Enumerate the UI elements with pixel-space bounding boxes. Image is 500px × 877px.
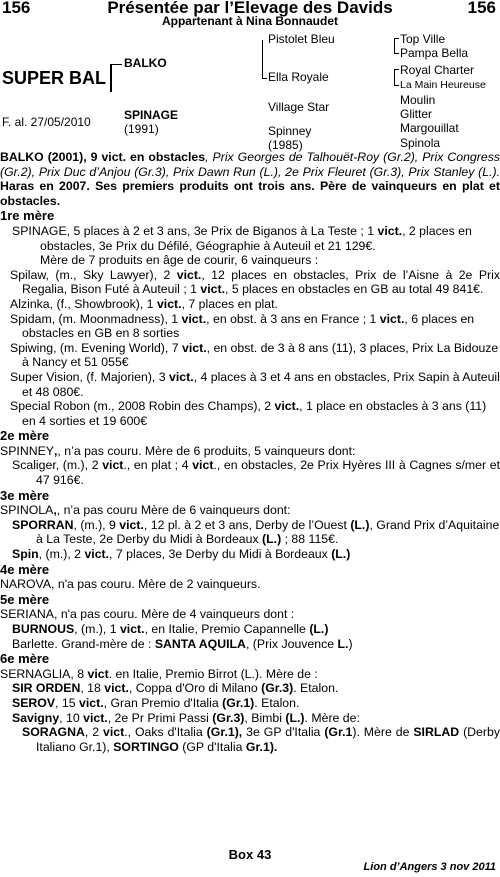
section-3e-mere: 3e mère bbox=[0, 487, 50, 503]
pedigree-line bbox=[262, 78, 267, 79]
pedigree-line bbox=[262, 40, 263, 78]
section-2e-mere: 2e mère bbox=[0, 428, 50, 444]
pedigree-line bbox=[394, 69, 395, 85]
catalogue-body bbox=[0, 150, 500, 754]
produce-burnous: BURNOUS, (m.), 1 vict., en Italie, Premio Capannelle (L.) bbox=[12, 622, 329, 636]
produce-sir-orden: SIR ORDEN, 18 vict., Coppa d'Oro di Milano (Gr.3). Etalon. bbox=[12, 681, 339, 696]
horse-name: SUPER BAL bbox=[2, 68, 107, 88]
pedigree-line bbox=[394, 69, 399, 70]
dam-spinage: SPINAGE, 5 places à 2 et 3 ans, 3e Prix de Biganos à La Teste ; 1 vict., 2 places en obstacles, 3e Prix du Défilé, Géographie à Auteuil et 21 129€. bbox=[12, 223, 472, 253]
sire-sire: Pistolet Bleu bbox=[268, 32, 335, 46]
dam-narova: NAROVA, n'a pas couru. Mère de 2 vainqueurs. bbox=[0, 577, 261, 592]
pedigree-line bbox=[394, 38, 395, 53]
sire-name: BALKO bbox=[124, 56, 167, 70]
pedigree-line bbox=[110, 64, 112, 92]
ggp-2: Pampa Bella bbox=[400, 46, 469, 60]
lot-number-left: 156 bbox=[2, 0, 31, 17]
dam-dam-year: (1985) bbox=[268, 138, 303, 152]
pedigree-line bbox=[394, 53, 399, 54]
ggp-1: Top Ville bbox=[400, 32, 446, 46]
sire-title: BALKO (2001), 9 vict. en obstacles bbox=[0, 150, 206, 164]
produce-savigny: Savigny, 10 vict., 2e Pr Primi Passi (Gr.3), Bimbi (L.). Mère de: bbox=[12, 710, 360, 725]
ggp-8: Spinola bbox=[400, 136, 441, 150]
produce-sporran: SPORRAN, (m.), 9 vict., 12 pl. à 2 et 3 ans, Derby de l’Ouest (L.), Grand Prix d’Aquitaine à La Teste, 2e Derby du Midi à Bordeaux (L.) ; 88 115€. bbox=[12, 517, 500, 547]
produce-serov: SEROV, 15 vict., Gran Premio d'Italia (Gr.1). Etalon. bbox=[12, 695, 300, 710]
foaling-date: F. al. 27/05/2010 bbox=[2, 115, 91, 129]
produce-spidam: Spidam, (m. Moonmadness), 1 vict., en obst. à 3 ans en France ; 1 vict., 6 places en obstacles en GB en 8 sorties bbox=[10, 311, 475, 341]
sire-races: , Prix Georges de Talhouët-Roy (Gr.2), Prix Congress (Gr.2), Prix Duc d’Anjou (Gr.3), Prix Dawn Run (L.), 2e Prix Fleuret (Gr.3), Prix Stanley (L.). bbox=[0, 150, 500, 179]
section-4e-mere: 4e mère bbox=[0, 561, 50, 577]
ggp-3: Royal Charter bbox=[400, 63, 475, 77]
dam-spinage-produce: Mère de 7 produits en âge de courir, 6 vainqueurs : bbox=[40, 253, 319, 268]
produce-alzinka: Alzinka, (f., Showbrook), 1 vict., 7 places en plat. bbox=[10, 296, 278, 311]
dam-seriana: SERIANA, n'a pas couru. Mère de 4 vainqueurs dont : bbox=[0, 607, 295, 622]
ggp-6: Glitter bbox=[400, 107, 433, 121]
pedigree-line bbox=[110, 64, 122, 65]
sire-dam: Ella Royale bbox=[268, 70, 329, 84]
section-6e-mere: 6e mère bbox=[0, 651, 50, 667]
section-1re-mere: 1re mère bbox=[0, 208, 55, 224]
owner-line: Appartenant à Nina Bonnaudet bbox=[161, 14, 338, 28]
pedigree-line bbox=[394, 85, 399, 86]
lot-number-right: 156 bbox=[467, 0, 496, 17]
dam-spinney: SPINNEY,, n’a pas couru. Mère de 6 produits, 5 vainqueurs dont: bbox=[0, 443, 356, 458]
produce-scaliger: Scaliger, (m.), 2 vict., en plat ; 4 vict., en obstacles, 2e Prix Hyères III à Cagnes s/mer et 47 916€. bbox=[12, 458, 500, 488]
produce-soragna: SORAGNA, 2 vict., Oaks d'Italia (Gr.1), 3e GP d'Italia (Gr.1). Mère de SIRLAD (Derby Italiano Gr.1), SORTINGO (GP d'Italia Gr.1). bbox=[22, 725, 500, 754]
produce-special-robon: Special Robon (m., 2008 Robin des Champs), 2 vict., 1 place en obstacles à 3 ans (11) en 4 sorties et 19 600€ bbox=[10, 399, 487, 428]
box-number: Box 43 bbox=[228, 847, 272, 862]
dam-dam: Spinney bbox=[268, 124, 312, 138]
sale-date: Lion d’Angers 3 nov 2011 bbox=[363, 861, 496, 873]
dam-sire: Village Star bbox=[268, 100, 330, 114]
page-title: Présentée par l’Elevage des Davids bbox=[107, 0, 393, 17]
dam-spinola: SPINOLA,, n’a pas couru Mère de 6 vainqueurs dont: bbox=[0, 503, 291, 518]
ggp-5: Moulin bbox=[400, 93, 436, 107]
produce-spilaw: Spilaw, (m., Sky Lawyer), 2 vict., 12 places en obstacles, Prix de l’Aisne à 2e Prix Regalia, Bison Futé à Auteuil ; 1 vict., 5 places en obstacles en GB au total 49 841€. bbox=[10, 267, 500, 297]
dam-sernaglia: SERNAGLIA, 8 vict. en Italie, Premio Birrot (L.). Mère de : bbox=[0, 666, 318, 681]
produce-super-vision: Super Vision, (f. Majorien), 3 vict., 4 places à 3 et 4 ans en obstacles, Prix Sapin à Auteuil et 48 080€. bbox=[10, 369, 500, 399]
section-5e-mere: 5e mère bbox=[0, 591, 50, 607]
dam-name: SPINAGE bbox=[124, 108, 179, 122]
sire-haras: Haras en 2007. Ses premiers produits ont trois ans. Père de vainqueurs en plat et obstacles. bbox=[0, 179, 500, 208]
produce-spiwing: Spiwing, (m. Evening World), 7 vict., en obst. de 3 à 8 ans (11), 3 places, Prix La Bidouze à Nancy et 51 055€ bbox=[10, 340, 499, 370]
pedigree-line bbox=[394, 38, 399, 39]
dam-year: (1991) bbox=[124, 122, 159, 136]
ggp-4: La Main Heureuse bbox=[400, 79, 486, 91]
ggp-7: Margouillat bbox=[400, 121, 459, 135]
sire-description bbox=[0, 150, 500, 208]
produce-spin: Spin, (m.), 2 vict., 7 places, 3e Derby du Midi à Bordeaux (L.) bbox=[12, 547, 351, 562]
produce-barlette: Barlette. Grand-mère de : SANTA AQUILA, (Prix Jouvence L.) bbox=[12, 636, 353, 651]
